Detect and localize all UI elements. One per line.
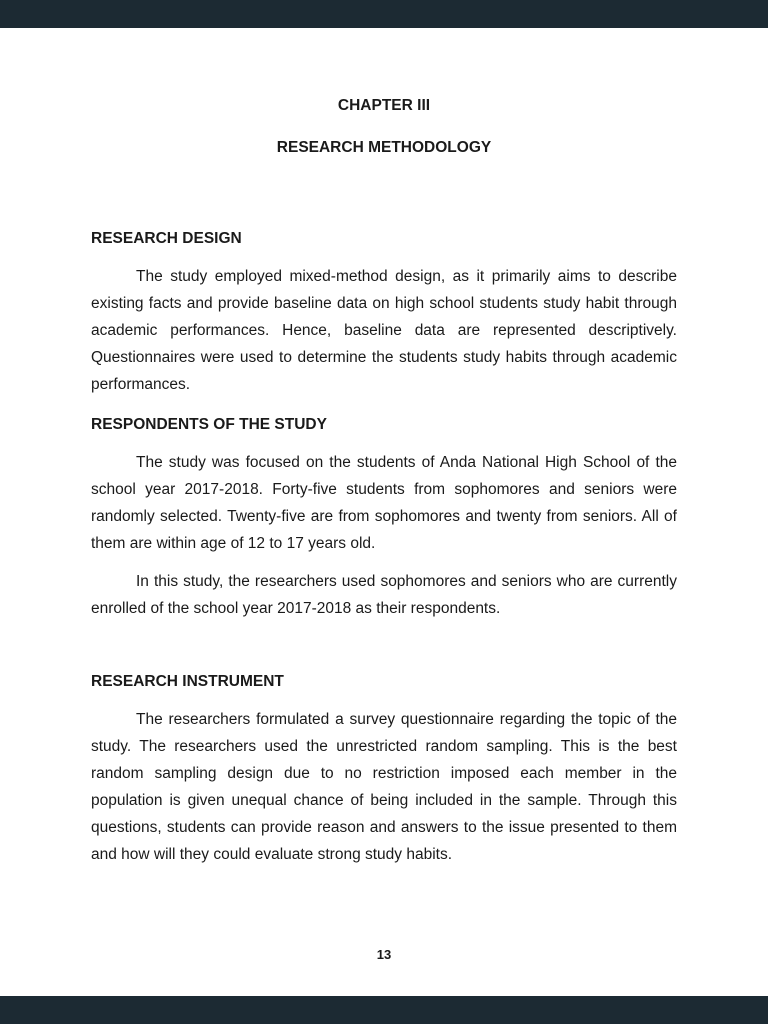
viewer-bottom-bar <box>0 996 768 1024</box>
section-heading-respondents: RESPONDENTS OF THE STUDY <box>91 416 327 433</box>
paragraph: The study employed mixed-method design, as it primarily aims to describe existing facts and provide baseline data on high school students study habit through academic performances. Hence, baseline data are represented descriptively. Questionnaires were used to determine the students study habits through academic performances. <box>91 268 677 393</box>
section-heading-research-instrument: RESEARCH INSTRUMENT <box>91 673 284 690</box>
section-heading-research-design: RESEARCH DESIGN <box>91 230 242 247</box>
chapter-title: CHAPTER III <box>337 97 431 114</box>
paragraph: The study was focused on the students of Anda National High School of the school year 2017-2018. Forty-five students from sophomores and seniors were randomly selected. Twenty-five are from sophomores and twenty from seniors. All of them are within age of 12 to 17 years old. <box>91 454 677 552</box>
viewer-top-bar <box>0 0 768 28</box>
page-number: 13 <box>376 947 392 962</box>
paragraph: The researchers formulated a survey questionnaire regarding the topic of the study. The researchers used the unrestricted random sampling. This is the best random sampling design due to no restriction imposed each member in the population is given unequal chance of being included in the sample. Through this questions, students can provide reason and answers to the issue presented to them and how will they could evaluate strong study habits. <box>91 711 677 863</box>
paragraph: In this study, the researchers used sophomores and seniors who are currently enrolled of the school year 2017-2018 as their respondents. <box>91 573 677 617</box>
chapter-subtitle: RESEARCH METHODOLOGY <box>276 139 492 156</box>
document-page <box>0 28 768 996</box>
